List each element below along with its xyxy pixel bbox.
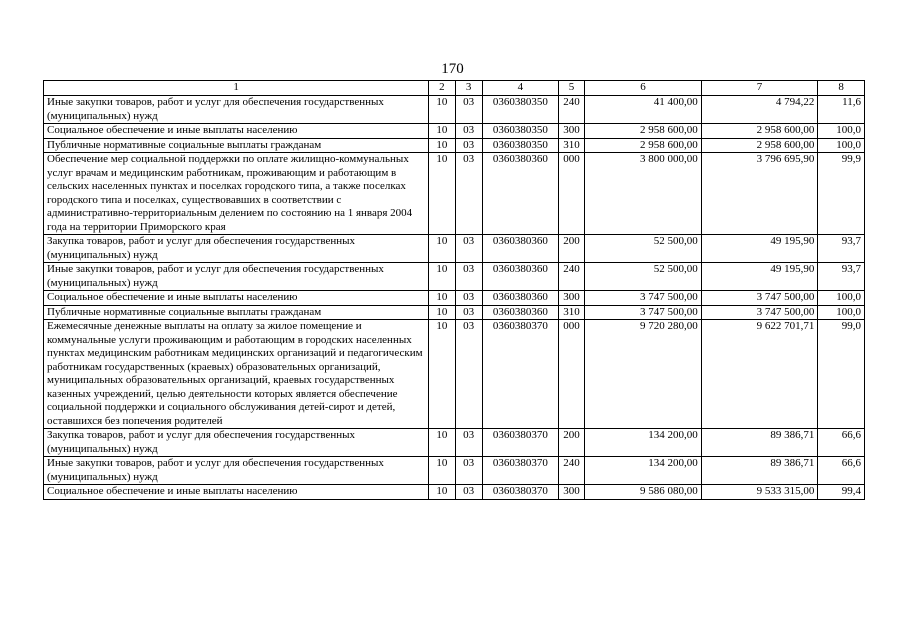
row-cell-col8: 66,6 [818, 457, 865, 485]
column-header-6: 6 [585, 81, 702, 96]
row-cell-col5: 300 [558, 291, 584, 306]
row-cell-col3: 03 [455, 485, 482, 500]
row-cell-col2: 10 [429, 263, 455, 291]
table-row [44, 305, 865, 320]
column-header-3: 3 [455, 81, 482, 96]
row-name-cell: Публичные нормативные социальные выплаты гражданам [44, 305, 429, 320]
row-cell-col2: 10 [429, 457, 455, 485]
table-row [44, 235, 865, 263]
row-cell-col5: 000 [558, 320, 584, 429]
row-cell-col7: 9 533 315,00 [701, 485, 818, 500]
row-cell-col8: 100,0 [818, 305, 865, 320]
row-cell-col3: 03 [455, 138, 482, 153]
page-number: 170 [441, 61, 464, 77]
row-cell-col6: 52 500,00 [585, 263, 702, 291]
row-cell-col7: 9 622 701,71 [701, 320, 818, 429]
row-cell-col7: 2 958 600,00 [701, 138, 818, 153]
row-cell-col7: 89 386,71 [701, 457, 818, 485]
row-cell-col2: 10 [429, 485, 455, 500]
table-row [44, 153, 865, 235]
row-cell-col2: 10 [429, 235, 455, 263]
row-cell-col3: 03 [455, 320, 482, 429]
row-cell-col4: 0360380370 [482, 429, 558, 457]
row-cell-col7: 4 794,22 [701, 96, 818, 124]
row-cell-col6: 41 400,00 [585, 96, 702, 124]
row-cell-col8: 100,0 [818, 138, 865, 153]
row-name-cell: Закупка товаров, работ и услуг для обеспечения государственных (муниципальных) нужд [44, 235, 429, 263]
table-row [44, 291, 865, 306]
row-cell-col3: 03 [455, 457, 482, 485]
budget-table [43, 80, 865, 500]
row-cell-col2: 10 [429, 305, 455, 320]
row-cell-col4: 0360380360 [482, 263, 558, 291]
row-cell-col8: 99,4 [818, 485, 865, 500]
row-cell-col8: 66,6 [818, 429, 865, 457]
row-cell-col6: 9 720 280,00 [585, 320, 702, 429]
row-cell-col6: 2 958 600,00 [585, 124, 702, 139]
row-cell-col2: 10 [429, 429, 455, 457]
table-row [44, 429, 865, 457]
row-name-cell: Иные закупки товаров, работ и услуг для обеспечения государственных (муниципальных) нужд [44, 96, 429, 124]
row-cell-col3: 03 [455, 263, 482, 291]
row-cell-col6: 134 200,00 [585, 429, 702, 457]
row-cell-col2: 10 [429, 124, 455, 139]
column-header-2: 2 [429, 81, 455, 96]
row-cell-col8: 93,7 [818, 263, 865, 291]
column-header-1: 1 [44, 81, 429, 96]
table-row [44, 320, 865, 429]
row-cell-col3: 03 [455, 153, 482, 235]
column-header-8: 8 [818, 81, 865, 96]
row-cell-col5: 240 [558, 96, 584, 124]
column-header-7: 7 [701, 81, 818, 96]
row-cell-col7: 2 958 600,00 [701, 124, 818, 139]
row-cell-col5: 000 [558, 153, 584, 235]
row-cell-col4: 0360380360 [482, 235, 558, 263]
row-cell-col5: 310 [558, 138, 584, 153]
row-cell-col5: 310 [558, 305, 584, 320]
row-cell-col2: 10 [429, 291, 455, 306]
row-cell-col4: 0360380360 [482, 153, 558, 235]
row-cell-col8: 11,6 [818, 96, 865, 124]
row-cell-col5: 200 [558, 429, 584, 457]
row-cell-col4: 0360380360 [482, 305, 558, 320]
row-name-cell: Иные закупки товаров, работ и услуг для обеспечения государственных (муниципальных) нужд [44, 457, 429, 485]
row-cell-col4: 0360380350 [482, 138, 558, 153]
row-cell-col4: 0360380370 [482, 320, 558, 429]
row-cell-col4: 0360380360 [482, 291, 558, 306]
row-cell-col2: 10 [429, 96, 455, 124]
row-cell-col6: 9 586 080,00 [585, 485, 702, 500]
row-name-cell: Социальное обеспечение и иные выплаты населению [44, 485, 429, 500]
row-cell-col4: 0360380370 [482, 457, 558, 485]
table-row [44, 138, 865, 153]
table-row [44, 457, 865, 485]
row-cell-col7: 3 796 695,90 [701, 153, 818, 235]
row-name-cell: Социальное обеспечение и иные выплаты населению [44, 291, 429, 306]
row-cell-col5: 240 [558, 457, 584, 485]
row-name-cell: Социальное обеспечение и иные выплаты населению [44, 124, 429, 139]
row-cell-col6: 3 747 500,00 [585, 305, 702, 320]
row-cell-col6: 3 800 000,00 [585, 153, 702, 235]
row-cell-col5: 300 [558, 124, 584, 139]
table-row [44, 485, 865, 500]
row-cell-col6: 52 500,00 [585, 235, 702, 263]
row-cell-col8: 100,0 [818, 291, 865, 306]
row-cell-col8: 99,0 [818, 320, 865, 429]
row-cell-col3: 03 [455, 305, 482, 320]
row-cell-col7: 49 195,90 [701, 263, 818, 291]
row-cell-col6: 3 747 500,00 [585, 291, 702, 306]
row-cell-col4: 0360380370 [482, 485, 558, 500]
row-cell-col3: 03 [455, 429, 482, 457]
row-cell-col8: 99,9 [818, 153, 865, 235]
row-name-cell: Ежемесячные денежные выплаты на оплату за жилое помещение и коммунальные услуги проживающим и работающим в городских населенных пунктах медицинским работникам медицинских организаций и педагогическим работникам государственных (краевых) образовательных организаций, муниципальных образовательных организаций, краевых государственных казенных учреждений, целью деятельности которых является обеспечение социальной поддержки и социального обслуживания детей-сирот и детей, оставшихся без попечения родителей [44, 320, 429, 429]
row-cell-col5: 240 [558, 263, 584, 291]
row-cell-col3: 03 [455, 124, 482, 139]
table-row [44, 96, 865, 124]
column-header-4: 4 [482, 81, 558, 96]
row-cell-col2: 10 [429, 153, 455, 235]
row-name-cell: Публичные нормативные социальные выплаты гражданам [44, 138, 429, 153]
header-row [44, 81, 865, 96]
row-cell-col5: 200 [558, 235, 584, 263]
row-cell-col4: 0360380350 [482, 96, 558, 124]
row-name-cell: Иные закупки товаров, работ и услуг для обеспечения государственных (муниципальных) нужд [44, 263, 429, 291]
row-cell-col7: 89 386,71 [701, 429, 818, 457]
row-cell-col3: 03 [455, 96, 482, 124]
row-cell-col6: 2 958 600,00 [585, 138, 702, 153]
table-body [44, 96, 865, 500]
row-cell-col3: 03 [455, 235, 482, 263]
row-cell-col7: 3 747 500,00 [701, 305, 818, 320]
row-name-cell: Обеспечение мер социальной поддержки по оплате жилищно-коммунальных услуг врачам и медицинским работникам, проживающим и работающим в сельских населенных пунктах и поселках городского типа, а также поселках городского типа и поселках, существовавших в соответствии с административно-территориальным делением по состоянию на 1 января 2004 года на территории Приморского края [44, 153, 429, 235]
table-row [44, 263, 865, 291]
row-cell-col2: 10 [429, 320, 455, 429]
row-cell-col7: 49 195,90 [701, 235, 818, 263]
row-cell-col6: 134 200,00 [585, 457, 702, 485]
row-cell-col8: 100,0 [818, 124, 865, 139]
row-cell-col5: 300 [558, 485, 584, 500]
row-name-cell: Закупка товаров, работ и услуг для обеспечения государственных (муниципальных) нужд [44, 429, 429, 457]
row-cell-col2: 10 [429, 138, 455, 153]
row-cell-col7: 3 747 500,00 [701, 291, 818, 306]
table-row [44, 124, 865, 139]
column-header-5: 5 [558, 81, 584, 96]
row-cell-col8: 93,7 [818, 235, 865, 263]
row-cell-col3: 03 [455, 291, 482, 306]
row-cell-col4: 0360380350 [482, 124, 558, 139]
